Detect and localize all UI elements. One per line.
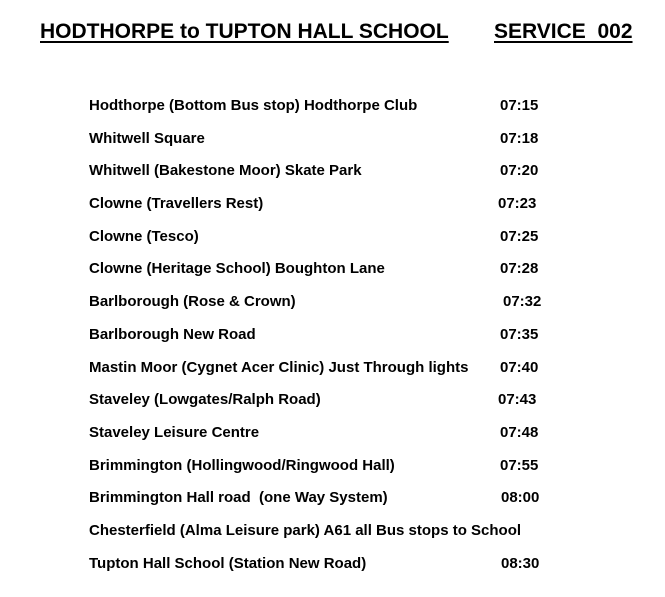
- stop-name: Hodthorpe (Bottom Bus stop) Hodthorpe Club: [89, 97, 418, 114]
- stop-name: Staveley Leisure Centre: [89, 423, 260, 441]
- stop-name: Barlborough New Road: [89, 325, 256, 343]
- stop-row: [89, 521, 559, 554]
- stop-time: 07:40: [500, 358, 539, 376]
- stop-name: Whitwell (Bakestone Moor) Skate Park: [89, 162, 362, 180]
- service-number: SERVICE 002: [494, 20, 633, 43]
- stop-row: [89, 358, 559, 391]
- stop-row: [89, 194, 559, 227]
- stop-time: 07:15: [500, 97, 539, 114]
- stop-row: [89, 259, 559, 292]
- stop-name: Brimmington Hall road (one Way System): [89, 489, 388, 507]
- stop-time: 07:32: [503, 293, 542, 311]
- stop-row: [89, 325, 559, 358]
- stop-row: [89, 129, 559, 162]
- stop-name: Staveley (Lowgates/Ralph Road): [89, 391, 321, 409]
- stop-time: 07:25: [500, 227, 539, 245]
- stop-time: 08:30: [501, 554, 540, 572]
- stop-row: [89, 292, 559, 325]
- timetable-header: [40, 20, 633, 46]
- stop-row: [89, 161, 559, 194]
- stop-row: [89, 423, 559, 456]
- stop-row: [89, 390, 559, 423]
- stop-name: Brimmington (Hollingwood/Ringwood Hall): [89, 456, 395, 474]
- stop-row: [89, 554, 559, 587]
- stop-time: 08:00: [501, 489, 540, 507]
- stop-row: [89, 96, 559, 129]
- stop-time: 07:55: [500, 456, 539, 474]
- stop-time: 07:48: [500, 423, 539, 441]
- stop-name: Clowne (Travellers Rest): [89, 195, 264, 213]
- stop-time: 07:18: [500, 129, 539, 147]
- stop-row: [89, 456, 559, 489]
- stop-name: Whitwell Square: [89, 129, 205, 147]
- stop-row: [89, 488, 559, 521]
- stop-name: Clowne (Tesco): [89, 227, 199, 245]
- stop-time: 07:28: [500, 260, 539, 278]
- stop-time: 07:35: [500, 325, 539, 343]
- stop-name: Mastin Moor (Cygnet Acer Clinic) Just Through lights: [89, 358, 469, 376]
- stop-time: 07:20: [500, 162, 539, 180]
- stop-row: [89, 227, 559, 260]
- stop-name: Chesterfield (Alma Leisure park) A61 all Bus stops to School: [89, 521, 522, 539]
- stop-name: Clowne (Heritage School) Boughton Lane: [89, 260, 385, 278]
- stop-name: Tupton Hall School (Station New Road): [89, 554, 367, 572]
- route-title: HODTHORPE to TUPTON HALL SCHOOL: [40, 20, 449, 43]
- stop-list: [89, 96, 559, 586]
- stop-time: 07:43: [498, 391, 537, 409]
- stop-time: 07:23: [498, 195, 537, 213]
- stop-name: Barlborough (Rose & Crown): [89, 293, 296, 311]
